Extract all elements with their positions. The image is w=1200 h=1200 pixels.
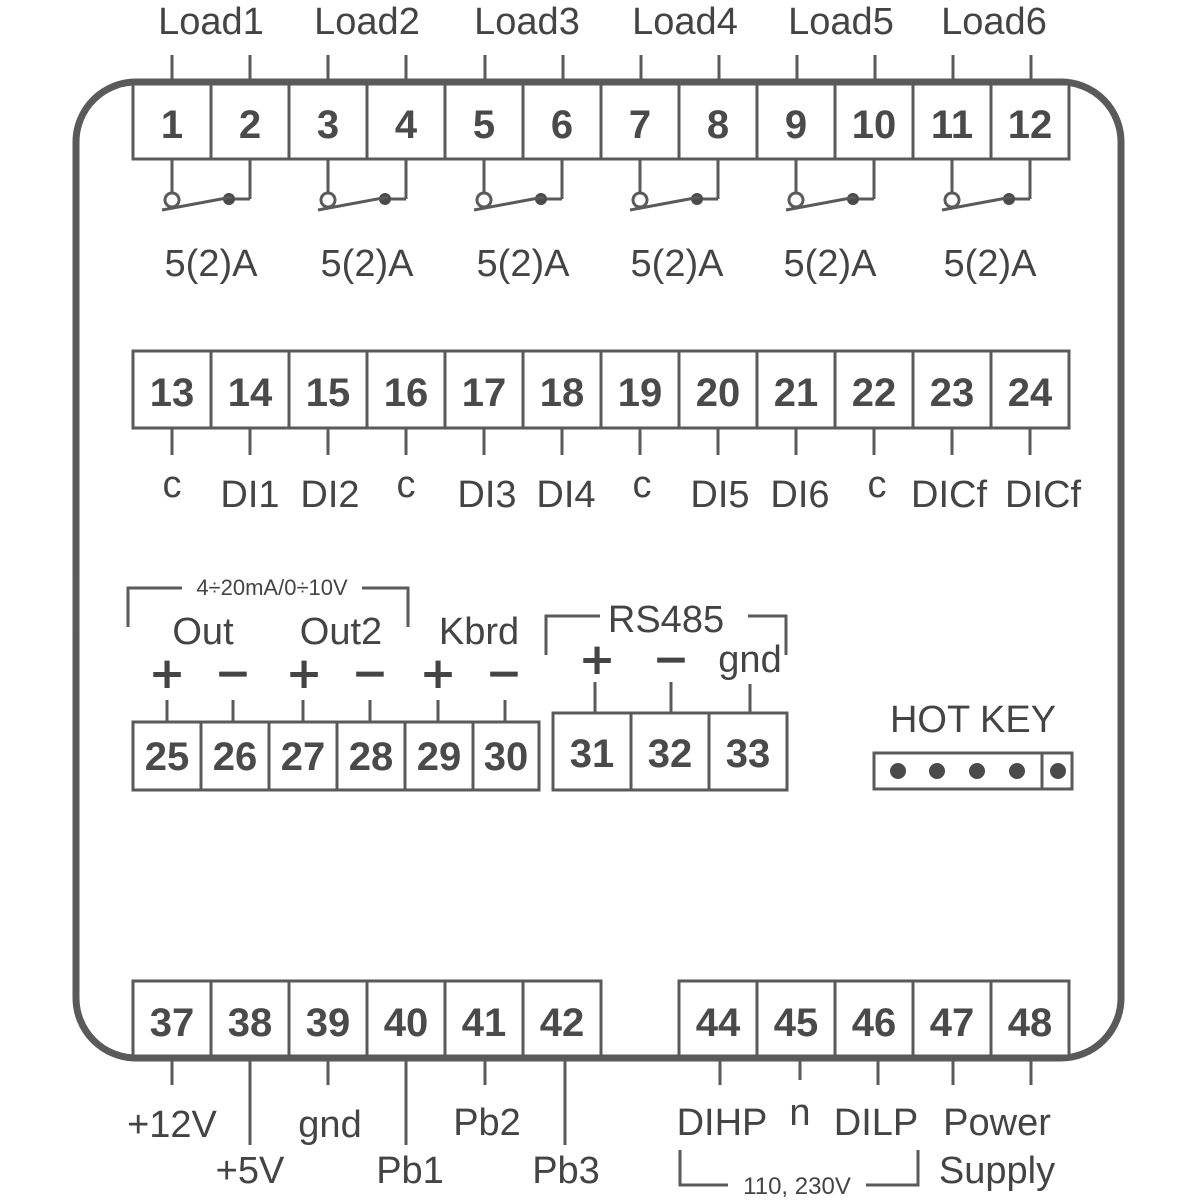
- terminal-1: 1: [160, 103, 184, 147]
- terminal-24: 24: [1007, 371, 1053, 415]
- terminal-2: 2: [238, 103, 262, 147]
- digital-input-block: [133, 351, 1081, 516]
- relay-contact-symbol-3: [474, 159, 562, 210]
- analog-sign-29: +: [419, 648, 457, 699]
- terminal-3: 3: [316, 103, 340, 147]
- power-label-supply: Supply: [938, 1150, 1056, 1192]
- load-wires: [172, 55, 1031, 82]
- power-label-46: DILP: [833, 1102, 919, 1144]
- probe-label-41: Pb2: [453, 1102, 521, 1144]
- terminal-16: 16: [383, 371, 429, 415]
- relay-rating-6: 5(2)A: [943, 243, 1037, 285]
- analog-output-block: [128, 575, 539, 790]
- di-label-18: DI4: [536, 474, 596, 516]
- di-label-22: c: [867, 464, 887, 506]
- analog-sign-30: −: [485, 648, 523, 699]
- terminal-47: 47: [929, 1001, 975, 1045]
- relay-contact-symbol-1: [162, 159, 250, 210]
- terminal-14: 14: [227, 371, 273, 415]
- relay-rating-5: 5(2)A: [783, 243, 877, 285]
- terminal-6: 6: [550, 103, 574, 147]
- relay-rating-2: 5(2)A: [320, 243, 414, 285]
- probe-label-39: gnd: [298, 1104, 362, 1146]
- relay-contact-symbol-6: [942, 159, 1030, 210]
- load-label-1: Load1: [158, 1, 264, 43]
- relay-contact-symbol-4: [630, 159, 718, 210]
- terminal-41: 41: [461, 1001, 507, 1045]
- load-label-4: Load4: [632, 1, 738, 43]
- digital-terminal-strip: [133, 351, 1069, 428]
- di-label-21: DI6: [770, 474, 830, 516]
- di-label-13: c: [162, 464, 182, 506]
- voltage-label: 110, 230V: [743, 1173, 851, 1200]
- terminal-23: 23: [929, 371, 975, 415]
- relay-rating-3: 5(2)A: [476, 243, 570, 285]
- analog-terminal-strip: [133, 722, 539, 790]
- terminal-44: 44: [695, 1001, 741, 1045]
- terminal-12: 12: [1007, 103, 1053, 147]
- di-label-23: DICf: [911, 474, 987, 516]
- digital-input-wires: [172, 428, 1030, 455]
- hot-key-connector: [874, 699, 1072, 789]
- probe-label-40: Pb1: [376, 1150, 444, 1192]
- relay-contact-symbol-2: [318, 159, 406, 210]
- probe-label-38: +5V: [215, 1150, 285, 1192]
- load-label-2: Load2: [314, 1, 420, 43]
- analog-sign-28: −: [351, 648, 389, 699]
- load-label-6: Load6: [941, 1, 1047, 43]
- terminal-7: 7: [628, 103, 652, 147]
- di-label-15: DI2: [300, 474, 360, 516]
- kbrd-label: Kbrd: [438, 611, 520, 653]
- probe-label-37: +12V: [127, 1104, 217, 1146]
- terminal-46: 46: [851, 1001, 897, 1045]
- voltage-bracket-left: [680, 1150, 728, 1185]
- di-label-24: DICf: [1005, 474, 1081, 516]
- relay-rating-4: 5(2)A: [630, 243, 724, 285]
- analog-sign-25: +: [148, 648, 186, 699]
- terminal-19: 19: [617, 371, 663, 415]
- terminal-27: 27: [280, 735, 326, 779]
- relay-terminal-strip: [133, 84, 1069, 159]
- terminal-26: 26: [212, 735, 258, 779]
- terminal-38: 38: [227, 1001, 273, 1045]
- rs485-gnd-label: gnd: [718, 639, 782, 681]
- rs485-wires: [595, 682, 750, 713]
- power-label-45: n: [789, 1092, 811, 1134]
- terminal-39: 39: [305, 1001, 351, 1045]
- out1-label: Out: [172, 611, 234, 653]
- analog-range-label: 4÷20mA/0÷10V: [196, 575, 348, 600]
- terminal-18: 18: [539, 371, 585, 415]
- terminal-21: 21: [773, 371, 819, 415]
- hot-key-pin-1: [890, 763, 906, 779]
- terminal-32: 32: [647, 732, 693, 776]
- analog-sign-26: −: [214, 648, 252, 699]
- rs485-sign-plus: +: [578, 634, 616, 685]
- relay-contact-symbol-5: [786, 159, 874, 210]
- terminal-28: 28: [348, 735, 394, 779]
- terminal-8: 8: [706, 103, 730, 147]
- di-label-19: c: [632, 464, 652, 506]
- terminal-30: 30: [483, 735, 529, 779]
- terminal-9: 9: [784, 103, 808, 147]
- power-label-power: Power: [943, 1102, 1051, 1144]
- analog-wires: [167, 700, 505, 722]
- di-label-17: DI3: [457, 474, 517, 516]
- probe-label-42: Pb3: [532, 1150, 600, 1192]
- terminal-15: 15: [305, 371, 351, 415]
- load-label-5: Load5: [788, 1, 894, 43]
- hot-key-pin-5: [1050, 763, 1066, 779]
- terminal-22: 22: [851, 371, 897, 415]
- terminal-37: 37: [149, 1001, 195, 1045]
- power-label-44: DIHP: [676, 1102, 768, 1144]
- terminal-29: 29: [416, 735, 462, 779]
- di-label-20: DI5: [690, 474, 750, 516]
- probe-input-block: [127, 981, 601, 1192]
- terminal-5: 5: [472, 103, 496, 147]
- terminal-48: 48: [1007, 1001, 1053, 1045]
- di-label-16: c: [396, 464, 416, 506]
- terminal-31: 31: [569, 732, 615, 776]
- di-label-14: DI1: [220, 474, 280, 516]
- voltage-bracket-right: [866, 1150, 918, 1185]
- probe-terminal-strip: [133, 981, 601, 1056]
- analog-sign-27: +: [285, 648, 323, 699]
- hot-key-pin-2: [929, 763, 945, 779]
- terminal-25: 25: [144, 735, 190, 779]
- hot-key-pin-3: [969, 763, 985, 779]
- terminal-42: 42: [539, 1001, 585, 1045]
- power-block: [677, 981, 1069, 1200]
- out2-label: Out2: [299, 611, 383, 653]
- load-label-3: Load3: [474, 1, 580, 43]
- rs485-title: RS485: [607, 599, 725, 641]
- controller-housing: [76, 82, 1121, 1058]
- hot-key-label: HOT KEY: [889, 699, 1057, 741]
- terminal-20: 20: [695, 371, 741, 415]
- terminal-10: 10: [851, 103, 897, 147]
- hot-key-pin-4: [1009, 763, 1025, 779]
- terminal-40: 40: [383, 1001, 429, 1045]
- terminal-13: 13: [149, 371, 195, 415]
- terminal-45: 45: [773, 1001, 819, 1045]
- relay-rating-1: 5(2)A: [164, 243, 258, 285]
- terminal-33: 33: [725, 732, 771, 776]
- relay-output-block: [133, 1, 1069, 285]
- rs485-sign-minus: −: [652, 634, 690, 685]
- terminal-4: 4: [394, 103, 418, 147]
- terminal-11: 11: [930, 103, 974, 147]
- rs485-block: [546, 599, 787, 790]
- terminal-17: 17: [461, 371, 507, 415]
